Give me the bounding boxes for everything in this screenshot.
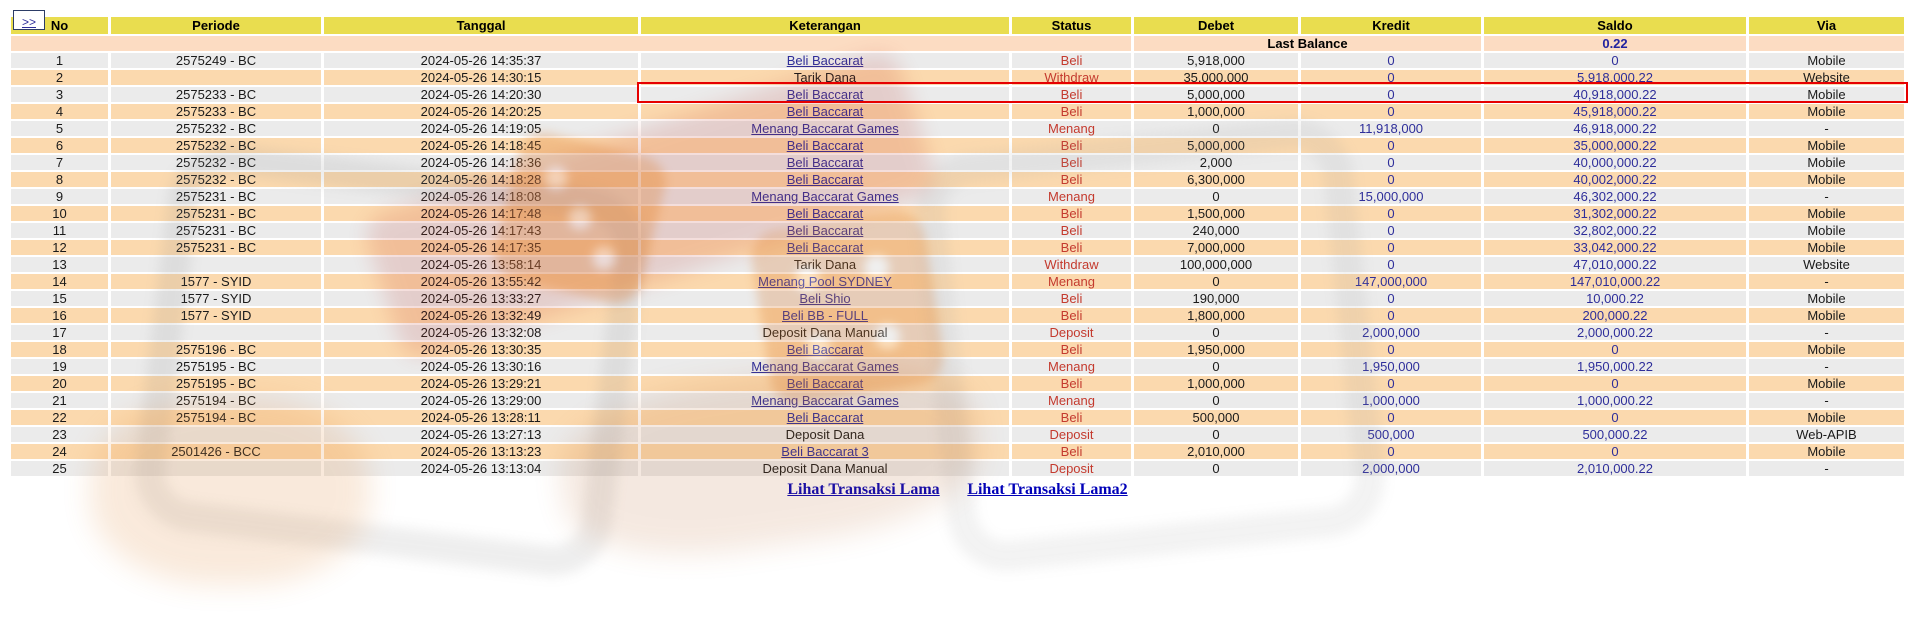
cell-kredit: 0 bbox=[1301, 257, 1481, 272]
keterangan-link[interactable]: Beli Baccarat bbox=[786, 240, 864, 255]
pagination-next-box[interactable] bbox=[13, 10, 45, 30]
column-header-no: No bbox=[11, 17, 108, 34]
cell-via: Mobile bbox=[1749, 223, 1904, 238]
cell-tanggal: 2024-05-26 13:29:21 bbox=[324, 376, 638, 391]
cell-via: - bbox=[1749, 189, 1904, 204]
cell-no: 9 bbox=[11, 189, 108, 204]
table-row bbox=[11, 291, 1904, 306]
cell-saldo: 2,010,000.22 bbox=[1484, 461, 1746, 476]
cell-tanggal: 2024-05-26 14:17:48 bbox=[324, 206, 638, 221]
cell-via: - bbox=[1749, 359, 1904, 374]
cell-status: Deposit bbox=[1012, 427, 1131, 442]
cell-status: Menang bbox=[1012, 393, 1131, 408]
cell-kredit: 0 bbox=[1301, 53, 1481, 68]
cell-debet: 1,000,000 bbox=[1134, 376, 1298, 391]
table-row bbox=[11, 87, 1904, 102]
cell-via: Mobile bbox=[1749, 104, 1904, 119]
keterangan-link[interactable]: Beli Baccarat bbox=[786, 53, 864, 68]
cell-saldo: 46,918,000.22 bbox=[1484, 121, 1746, 136]
table-row bbox=[11, 342, 1904, 357]
cell-kredit: 2,000,000 bbox=[1301, 325, 1481, 340]
cell-kredit: 11,918,000 bbox=[1301, 121, 1481, 136]
cell-status: Beli bbox=[1012, 240, 1131, 255]
cell-no: 2 bbox=[11, 70, 108, 85]
table-row bbox=[11, 257, 1904, 272]
cell-periode: 2575233 - BC bbox=[111, 87, 321, 102]
cell-saldo: 47,010,000.22 bbox=[1484, 257, 1746, 272]
keterangan-link[interactable]: Beli Baccarat bbox=[786, 223, 864, 238]
cell-no: 11 bbox=[11, 223, 108, 238]
column-header-status: Status bbox=[1012, 17, 1131, 34]
keterangan-link[interactable]: Beli Baccarat 3 bbox=[781, 444, 869, 459]
lihat-transaksi-lama2-link[interactable]: Lihat Transaksi Lama2 bbox=[967, 481, 1128, 498]
cell-no: 18 bbox=[11, 342, 108, 357]
cell-kredit: 0 bbox=[1301, 240, 1481, 255]
cell-saldo: 40,002,000.22 bbox=[1484, 172, 1746, 187]
cell-debet: 5,918,000 bbox=[1134, 53, 1298, 68]
table-row bbox=[11, 53, 1904, 68]
transaction-history-page bbox=[0, 15, 1920, 638]
cell-kredit: 0 bbox=[1301, 70, 1481, 85]
cell-debet: 1,800,000 bbox=[1134, 308, 1298, 323]
cell-tanggal: 2024-05-26 13:27:13 bbox=[324, 427, 638, 442]
cell-no: 15 bbox=[11, 291, 108, 306]
cell-debet: 190,000 bbox=[1134, 291, 1298, 306]
table-row bbox=[11, 138, 1904, 153]
cell-status: Beli bbox=[1012, 104, 1131, 119]
cell-status: Menang bbox=[1012, 359, 1131, 374]
cell-kredit: 1,950,000 bbox=[1301, 359, 1481, 374]
keterangan-link[interactable]: Menang Baccarat Games bbox=[751, 121, 899, 136]
cell-status: Beli bbox=[1012, 444, 1131, 459]
cell-debet: 0 bbox=[1134, 121, 1298, 136]
cell-saldo: 31,302,000.22 bbox=[1484, 206, 1746, 221]
cell-keterangan bbox=[641, 121, 1009, 136]
table-row bbox=[11, 223, 1904, 238]
keterangan-link[interactable]: Beli Baccarat bbox=[786, 138, 864, 153]
cell-keterangan bbox=[641, 376, 1009, 391]
keterangan-link[interactable]: Menang Baccarat Games bbox=[751, 393, 899, 408]
cell-keterangan bbox=[641, 138, 1009, 153]
table-header-row bbox=[11, 17, 1904, 34]
cell-debet: 0 bbox=[1134, 393, 1298, 408]
cell-tanggal: 2024-05-26 14:18:45 bbox=[324, 138, 638, 153]
keterangan-link[interactable]: Beli Baccarat bbox=[786, 104, 864, 119]
cell-periode: 1577 - SYID bbox=[111, 291, 321, 306]
keterangan-link[interactable]: Menang Pool SYDNEY bbox=[758, 274, 892, 289]
cell-keterangan bbox=[641, 274, 1009, 289]
cell-tanggal: 2024-05-26 14:30:15 bbox=[324, 70, 638, 85]
cell-tanggal: 2024-05-26 14:17:35 bbox=[324, 240, 638, 255]
cell-keterangan bbox=[641, 189, 1009, 204]
cell-keterangan bbox=[641, 87, 1009, 102]
keterangan-link[interactable]: Beli BB - FULL bbox=[782, 308, 868, 323]
cell-keterangan: Deposit Dana bbox=[641, 427, 1009, 442]
cell-keterangan bbox=[641, 359, 1009, 374]
cell-status: Beli bbox=[1012, 172, 1131, 187]
cell-tanggal: 2024-05-26 14:20:30 bbox=[324, 87, 638, 102]
pagination-next-link[interactable]: >> bbox=[21, 15, 36, 29]
table-row bbox=[11, 308, 1904, 323]
cell-periode: 2575232 - BC bbox=[111, 155, 321, 170]
cell-saldo: 0 bbox=[1484, 410, 1746, 425]
column-header-tanggal: Tanggal bbox=[324, 17, 638, 34]
cell-via: Mobile bbox=[1749, 444, 1904, 459]
cell-tanggal: 2024-05-26 14:18:28 bbox=[324, 172, 638, 187]
cell-status: Withdraw bbox=[1012, 70, 1131, 85]
keterangan-link[interactable]: Beli Baccarat bbox=[786, 87, 864, 102]
cell-keterangan bbox=[641, 223, 1009, 238]
cell-kredit: 0 bbox=[1301, 138, 1481, 153]
cell-debet: 35,000,000 bbox=[1134, 70, 1298, 85]
cell-status: Withdraw bbox=[1012, 257, 1131, 272]
cell-keterangan bbox=[641, 240, 1009, 255]
cell-periode: 2575231 - BC bbox=[111, 206, 321, 221]
table-row bbox=[11, 410, 1904, 425]
cell-kredit: 0 bbox=[1301, 444, 1481, 459]
cell-periode: 1577 - SYID bbox=[111, 274, 321, 289]
keterangan-link[interactable]: Beli Baccarat bbox=[786, 172, 864, 187]
cell-no: 17 bbox=[11, 325, 108, 340]
cell-keterangan bbox=[641, 206, 1009, 221]
cell-saldo: 1,950,000.22 bbox=[1484, 359, 1746, 374]
cell-debet: 0 bbox=[1134, 427, 1298, 442]
cell-no: 8 bbox=[11, 172, 108, 187]
cell-debet: 1,950,000 bbox=[1134, 342, 1298, 357]
last-balance-via-spacer bbox=[1749, 36, 1904, 51]
cell-periode: 2575232 - BC bbox=[111, 172, 321, 187]
cell-via: Web-APIB bbox=[1749, 427, 1904, 442]
cell-no: 10 bbox=[11, 206, 108, 221]
cell-status: Menang bbox=[1012, 189, 1131, 204]
cell-saldo: 500,000.22 bbox=[1484, 427, 1746, 442]
cell-debet: 2,000 bbox=[1134, 155, 1298, 170]
cell-saldo: 200,000.22 bbox=[1484, 308, 1746, 323]
table-row bbox=[11, 427, 1904, 442]
cell-via: Mobile bbox=[1749, 87, 1904, 102]
cell-keterangan: Deposit Dana Manual bbox=[641, 325, 1009, 340]
cell-tanggal: 2024-05-26 13:29:00 bbox=[324, 393, 638, 408]
cell-saldo: 40,918,000.22 bbox=[1484, 87, 1746, 102]
cell-tanggal: 2024-05-26 13:33:27 bbox=[324, 291, 638, 306]
cell-via: Website bbox=[1749, 257, 1904, 272]
cell-tanggal: 2024-05-26 14:18:36 bbox=[324, 155, 638, 170]
cell-via: - bbox=[1749, 393, 1904, 408]
cell-debet: 0 bbox=[1134, 359, 1298, 374]
cell-via: Mobile bbox=[1749, 155, 1904, 170]
cell-keterangan: Tarik Dana bbox=[641, 70, 1009, 85]
cell-saldo: 40,000,000.22 bbox=[1484, 155, 1746, 170]
cell-via: - bbox=[1749, 274, 1904, 289]
cell-tanggal: 2024-05-26 13:30:16 bbox=[324, 359, 638, 374]
last-balance-label: Last Balance bbox=[1134, 36, 1481, 51]
lihat-transaksi-lama-link[interactable]: Lihat Transaksi Lama bbox=[787, 481, 940, 498]
table-row bbox=[11, 121, 1904, 136]
cell-tanggal: 2024-05-26 13:13:04 bbox=[324, 461, 638, 476]
cell-via: Mobile bbox=[1749, 138, 1904, 153]
cell-no: 21 bbox=[11, 393, 108, 408]
table-row bbox=[11, 104, 1904, 119]
cell-periode: 1577 - SYID bbox=[111, 308, 321, 323]
cell-tanggal: 2024-05-26 13:58:14 bbox=[324, 257, 638, 272]
transaction-table bbox=[8, 15, 1907, 478]
keterangan-link[interactable]: Beli Baccarat bbox=[786, 155, 864, 170]
cell-saldo: 0 bbox=[1484, 342, 1746, 357]
cell-no: 13 bbox=[11, 257, 108, 272]
cell-periode bbox=[111, 325, 321, 340]
cell-no: 25 bbox=[11, 461, 108, 476]
cell-via: - bbox=[1749, 325, 1904, 340]
cell-via: Mobile bbox=[1749, 53, 1904, 68]
cell-periode bbox=[111, 257, 321, 272]
cell-debet: 240,000 bbox=[1134, 223, 1298, 238]
cell-via: - bbox=[1749, 461, 1904, 476]
keterangan-link[interactable]: Beli Baccarat bbox=[786, 410, 864, 425]
footer-links bbox=[8, 481, 1907, 499]
table-row bbox=[11, 240, 1904, 255]
cell-no: 19 bbox=[11, 359, 108, 374]
cell-tanggal: 2024-05-26 13:32:08 bbox=[324, 325, 638, 340]
cell-periode bbox=[111, 427, 321, 442]
cell-status: Beli bbox=[1012, 342, 1131, 357]
cell-saldo: 0 bbox=[1484, 376, 1746, 391]
cell-kredit: 1,000,000 bbox=[1301, 393, 1481, 408]
cell-keterangan bbox=[641, 410, 1009, 425]
cell-status: Beli bbox=[1012, 376, 1131, 391]
table-row bbox=[11, 359, 1904, 374]
cell-periode: 2575232 - BC bbox=[111, 121, 321, 136]
cell-periode: 2575196 - BC bbox=[111, 342, 321, 357]
cell-no: 3 bbox=[11, 87, 108, 102]
cell-via: Mobile bbox=[1749, 291, 1904, 306]
cell-debet: 6,300,000 bbox=[1134, 172, 1298, 187]
last-balance-row bbox=[11, 36, 1904, 51]
cell-keterangan: Tarik Dana bbox=[641, 257, 1009, 272]
cell-periode: 2575231 - BC bbox=[111, 223, 321, 238]
cell-periode: 2575195 - BC bbox=[111, 376, 321, 391]
cell-keterangan bbox=[641, 393, 1009, 408]
cell-kredit: 0 bbox=[1301, 172, 1481, 187]
cell-saldo: 46,302,000.22 bbox=[1484, 189, 1746, 204]
cell-status: Beli bbox=[1012, 155, 1131, 170]
cell-saldo: 2,000,000.22 bbox=[1484, 325, 1746, 340]
cell-saldo: 1,000,000.22 bbox=[1484, 393, 1746, 408]
cell-kredit: 2,000,000 bbox=[1301, 461, 1481, 476]
cell-periode: 2575233 - BC bbox=[111, 104, 321, 119]
cell-debet: 1,000,000 bbox=[1134, 104, 1298, 119]
cell-kredit: 15,000,000 bbox=[1301, 189, 1481, 204]
cell-tanggal: 2024-05-26 14:18:08 bbox=[324, 189, 638, 204]
last-balance-value: 0.22 bbox=[1484, 36, 1746, 51]
cell-periode: 2575194 - BC bbox=[111, 410, 321, 425]
cell-status: Deposit bbox=[1012, 461, 1131, 476]
cell-via: Mobile bbox=[1749, 206, 1904, 221]
table-row bbox=[11, 376, 1904, 391]
cell-kredit: 0 bbox=[1301, 308, 1481, 323]
cell-saldo: 0 bbox=[1484, 444, 1746, 459]
keterangan-link[interactable]: Beli Shio bbox=[799, 291, 851, 306]
cell-status: Beli bbox=[1012, 87, 1131, 102]
cell-saldo: 32,802,000.22 bbox=[1484, 223, 1746, 238]
cell-debet: 1,500,000 bbox=[1134, 206, 1298, 221]
cell-debet: 500,000 bbox=[1134, 410, 1298, 425]
cell-periode: 2501426 - BCC bbox=[111, 444, 321, 459]
cell-tanggal: 2024-05-26 13:13:23 bbox=[324, 444, 638, 459]
keterangan-link[interactable]: Beli Baccarat bbox=[786, 376, 864, 391]
cell-periode bbox=[111, 461, 321, 476]
cell-no: 14 bbox=[11, 274, 108, 289]
cell-periode: 2575195 - BC bbox=[111, 359, 321, 374]
transaction-table-body bbox=[11, 36, 1904, 476]
cell-status: Beli bbox=[1012, 223, 1131, 238]
cell-keterangan bbox=[641, 291, 1009, 306]
cell-keterangan bbox=[641, 155, 1009, 170]
cell-kredit: 500,000 bbox=[1301, 427, 1481, 442]
cell-debet: 2,010,000 bbox=[1134, 444, 1298, 459]
cell-saldo: 5,918,000.22 bbox=[1484, 70, 1746, 85]
cell-no: 24 bbox=[11, 444, 108, 459]
cell-tanggal: 2024-05-26 13:32:49 bbox=[324, 308, 638, 323]
table-row bbox=[11, 461, 1904, 476]
cell-tanggal: 2024-05-26 13:28:11 bbox=[324, 410, 638, 425]
cell-no: 5 bbox=[11, 121, 108, 136]
cell-no: 7 bbox=[11, 155, 108, 170]
cell-via: Mobile bbox=[1749, 308, 1904, 323]
column-header-keterangan: Keterangan bbox=[641, 17, 1009, 34]
cell-periode: 2575232 - BC bbox=[111, 138, 321, 153]
cell-periode: 2575249 - BC bbox=[111, 53, 321, 68]
table-row bbox=[11, 393, 1904, 408]
cell-tanggal: 2024-05-26 14:35:37 bbox=[324, 53, 638, 68]
table-row bbox=[11, 274, 1904, 289]
cell-status: Beli bbox=[1012, 138, 1131, 153]
table-row bbox=[11, 155, 1904, 170]
cell-periode bbox=[111, 70, 321, 85]
cell-debet: 100,000,000 bbox=[1134, 257, 1298, 272]
cell-kredit: 0 bbox=[1301, 104, 1481, 119]
cell-no: 6 bbox=[11, 138, 108, 153]
cell-kredit: 0 bbox=[1301, 206, 1481, 221]
cell-saldo: 0 bbox=[1484, 53, 1746, 68]
cell-saldo: 147,010,000.22 bbox=[1484, 274, 1746, 289]
column-header-kredit: Kredit bbox=[1301, 17, 1481, 34]
cell-tanggal: 2024-05-26 13:55:42 bbox=[324, 274, 638, 289]
cell-tanggal: 2024-05-26 13:30:35 bbox=[324, 342, 638, 357]
table-row bbox=[11, 189, 1904, 204]
cell-keterangan: Deposit Dana Manual bbox=[641, 461, 1009, 476]
cell-debet: 0 bbox=[1134, 325, 1298, 340]
keterangan-link[interactable]: Menang Baccarat Games bbox=[751, 189, 899, 204]
cell-no: 16 bbox=[11, 308, 108, 323]
cell-saldo: 45,918,000.22 bbox=[1484, 104, 1746, 119]
cell-no: 4 bbox=[11, 104, 108, 119]
cell-keterangan bbox=[641, 342, 1009, 357]
cell-kredit: 0 bbox=[1301, 342, 1481, 357]
last-balance-spacer bbox=[11, 36, 1131, 51]
cell-via: - bbox=[1749, 121, 1904, 136]
cell-tanggal: 2024-05-26 14:19:05 bbox=[324, 121, 638, 136]
cell-saldo: 33,042,000.22 bbox=[1484, 240, 1746, 255]
cell-periode: 2575231 - BC bbox=[111, 240, 321, 255]
cell-status: Beli bbox=[1012, 206, 1131, 221]
cell-debet: 0 bbox=[1134, 274, 1298, 289]
cell-keterangan bbox=[641, 172, 1009, 187]
cell-no: 23 bbox=[11, 427, 108, 442]
keterangan-link[interactable]: Menang Baccarat Games bbox=[751, 359, 899, 374]
column-header-periode: Periode bbox=[111, 17, 321, 34]
cell-via: Mobile bbox=[1749, 240, 1904, 255]
cell-kredit: 0 bbox=[1301, 291, 1481, 306]
cell-kredit: 0 bbox=[1301, 410, 1481, 425]
cell-via: Mobile bbox=[1749, 172, 1904, 187]
cell-keterangan bbox=[641, 308, 1009, 323]
cell-debet: 0 bbox=[1134, 461, 1298, 476]
cell-keterangan bbox=[641, 53, 1009, 68]
table-row bbox=[11, 444, 1904, 459]
cell-no: 1 bbox=[11, 53, 108, 68]
cell-via: Website bbox=[1749, 70, 1904, 85]
column-header-saldo: Saldo bbox=[1484, 17, 1746, 34]
cell-status: Beli bbox=[1012, 291, 1131, 306]
cell-kredit: 0 bbox=[1301, 376, 1481, 391]
cell-via: Mobile bbox=[1749, 376, 1904, 391]
cell-saldo: 10,000.22 bbox=[1484, 291, 1746, 306]
cell-kredit: 147,000,000 bbox=[1301, 274, 1481, 289]
table-row bbox=[11, 172, 1904, 187]
cell-status: Deposit bbox=[1012, 325, 1131, 340]
cell-saldo: 35,000,000.22 bbox=[1484, 138, 1746, 153]
cell-debet: 0 bbox=[1134, 189, 1298, 204]
cell-keterangan bbox=[641, 444, 1009, 459]
table-row bbox=[11, 206, 1904, 221]
cell-status: Menang bbox=[1012, 121, 1131, 136]
cell-periode: 2575194 - BC bbox=[111, 393, 321, 408]
cell-tanggal: 2024-05-26 14:20:25 bbox=[324, 104, 638, 119]
cell-status: Beli bbox=[1012, 410, 1131, 425]
cell-status: Beli bbox=[1012, 308, 1131, 323]
table-row bbox=[11, 325, 1904, 340]
cell-via: Mobile bbox=[1749, 410, 1904, 425]
cell-keterangan bbox=[641, 104, 1009, 119]
cell-tanggal: 2024-05-26 14:17:43 bbox=[324, 223, 638, 238]
cell-periode: 2575231 - BC bbox=[111, 189, 321, 204]
cell-debet: 5,000,000 bbox=[1134, 138, 1298, 153]
column-header-via: Via bbox=[1749, 17, 1904, 34]
cell-kredit: 0 bbox=[1301, 87, 1481, 102]
keterangan-link[interactable]: Beli Baccarat bbox=[786, 342, 864, 357]
cell-no: 12 bbox=[11, 240, 108, 255]
cell-kredit: 0 bbox=[1301, 223, 1481, 238]
cell-kredit: 0 bbox=[1301, 155, 1481, 170]
keterangan-link[interactable]: Beli Baccarat bbox=[786, 206, 864, 221]
column-header-debet: Debet bbox=[1134, 17, 1298, 34]
cell-debet: 5,000,000 bbox=[1134, 87, 1298, 102]
cell-no: 20 bbox=[11, 376, 108, 391]
cell-status: Beli bbox=[1012, 53, 1131, 68]
table-row bbox=[11, 70, 1904, 85]
cell-status: Menang bbox=[1012, 274, 1131, 289]
cell-no: 22 bbox=[11, 410, 108, 425]
cell-via: Mobile bbox=[1749, 342, 1904, 357]
cell-debet: 7,000,000 bbox=[1134, 240, 1298, 255]
